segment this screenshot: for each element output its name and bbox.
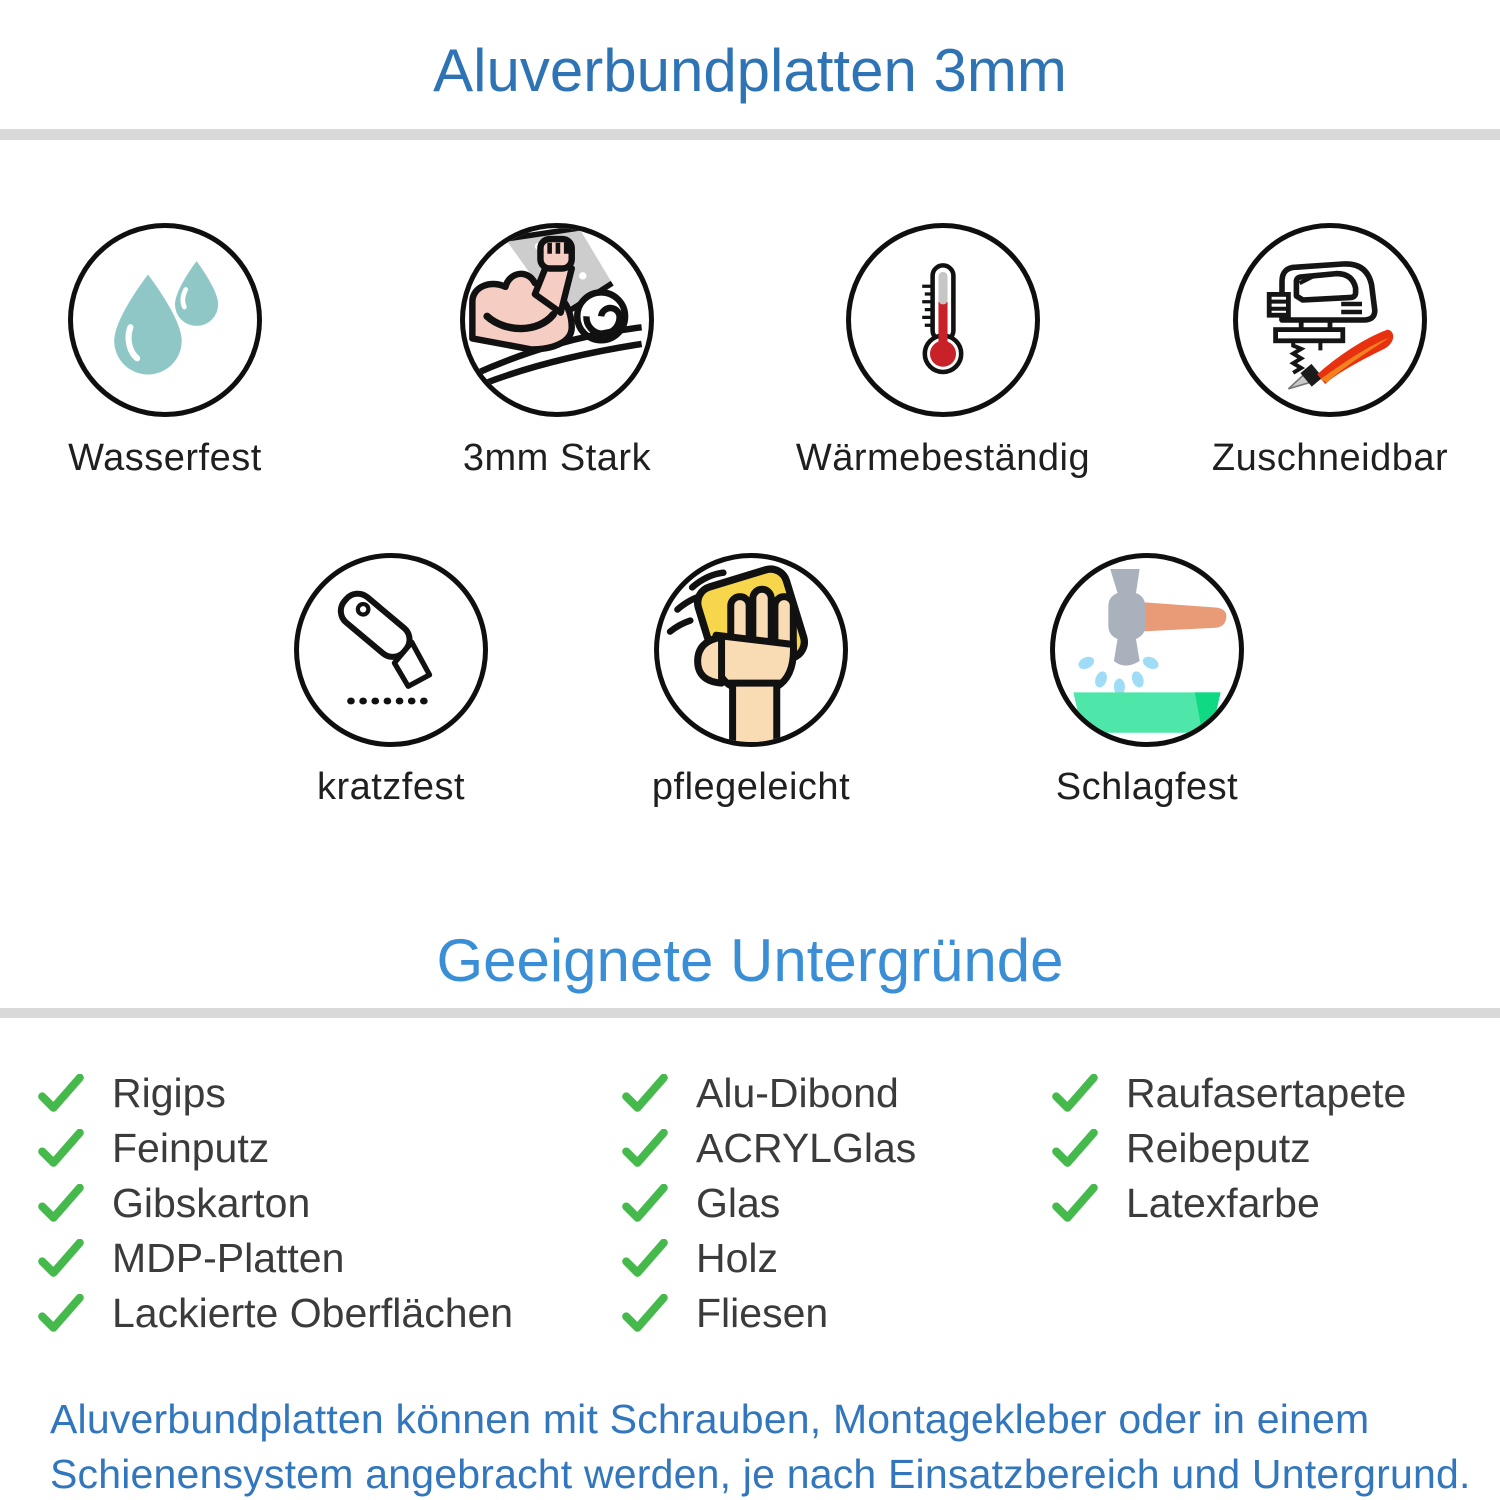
checkmark-icon xyxy=(38,1239,84,1279)
hammer-icon xyxy=(1055,558,1239,742)
flexed-arm-icon xyxy=(465,228,649,412)
feature-label: Wasserfest xyxy=(68,437,262,479)
substrate-label: Reibeputz xyxy=(1126,1125,1311,1171)
substrate-label: Rigips xyxy=(112,1070,226,1116)
feature-circle-waermebestaendig xyxy=(846,223,1040,417)
feature-label: Wärmebeständig xyxy=(795,437,1091,479)
checkmark-icon xyxy=(1052,1129,1098,1169)
substrate-item xyxy=(38,1286,513,1341)
substrate-item xyxy=(1052,1066,1406,1121)
substrate-label: MDP-Platten xyxy=(112,1235,345,1281)
substrate-label: Feinputz xyxy=(112,1125,270,1171)
substrate-label: Holz xyxy=(696,1235,779,1281)
checkmark-icon xyxy=(622,1074,668,1114)
feature-circle-zuschneidbar xyxy=(1233,223,1427,417)
footer-note xyxy=(50,1392,1471,1500)
section-title: Geeignete Untergründe xyxy=(436,927,1064,994)
substrate-label: Alu-Dibond xyxy=(696,1070,899,1116)
checkmark-icon xyxy=(622,1184,668,1224)
substrate-item xyxy=(622,1176,916,1231)
substrate-column-2 xyxy=(622,1066,916,1341)
substrate-item xyxy=(38,1231,513,1286)
substrate-label: Glas xyxy=(696,1180,781,1226)
page-title: Aluverbundplatten 3mm xyxy=(433,37,1067,104)
checkmark-icon xyxy=(622,1294,668,1334)
checkmark-icon xyxy=(1052,1074,1098,1114)
feature-label: pflegeleicht xyxy=(651,766,851,808)
footer-line: Aluverbundplatten können mit Schrauben, Montagekleber oder in einem xyxy=(50,1396,1370,1442)
checkmark-icon xyxy=(38,1184,84,1224)
substrate-item xyxy=(1052,1176,1406,1231)
feature-circle-schlagfest xyxy=(1050,553,1244,747)
divider xyxy=(0,1008,1500,1018)
feature-circle-wasserfest xyxy=(68,223,262,417)
checkmark-icon xyxy=(622,1239,668,1279)
checkmark-icon xyxy=(1052,1184,1098,1224)
substrate-column-1 xyxy=(38,1066,513,1341)
checkmark-icon xyxy=(38,1129,84,1169)
feature-circle-kratzfest xyxy=(294,553,488,747)
feature-circle-3mm-stark xyxy=(460,223,654,417)
substrate-item xyxy=(38,1176,513,1231)
substrate-label: Latexfarbe xyxy=(1126,1180,1320,1226)
thermometer-icon xyxy=(878,255,1008,385)
substrate-label: ACRYLGlas xyxy=(696,1125,917,1171)
substrate-item xyxy=(622,1066,916,1121)
substrate-label: Lackierte Oberflächen xyxy=(112,1290,514,1336)
substrate-item xyxy=(622,1121,916,1176)
feature-label: Schlagfest xyxy=(1055,766,1239,808)
utility-knife-icon xyxy=(316,575,466,725)
divider xyxy=(0,129,1500,140)
substrate-item xyxy=(38,1066,513,1121)
feature-circle-pflegeleicht xyxy=(654,553,848,747)
footer-line: Schienensystem angebracht werden, je nach Einsatzbereich und Untergrund. xyxy=(50,1450,1471,1497)
feature-label: Zuschneidbar xyxy=(1211,437,1449,479)
water-drops-icon xyxy=(98,253,233,388)
substrate-item xyxy=(38,1121,513,1176)
feature-label: kratzfest xyxy=(316,766,466,808)
substrate-label: Fliesen xyxy=(696,1290,829,1336)
wiping-hand-icon xyxy=(659,558,843,742)
substrate-item xyxy=(622,1231,916,1286)
substrate-label: Raufasertapete xyxy=(1126,1070,1407,1116)
substrate-item xyxy=(1052,1121,1406,1176)
checkmark-icon xyxy=(622,1129,668,1169)
substrate-item xyxy=(622,1286,916,1341)
substrate-column-3 xyxy=(1052,1066,1406,1231)
substrate-label: Gibskarton xyxy=(112,1180,311,1226)
jigsaw-icon xyxy=(1250,240,1410,400)
checkmark-icon xyxy=(38,1294,84,1334)
feature-label: 3mm Stark xyxy=(462,437,652,479)
checkmark-icon xyxy=(38,1074,84,1114)
